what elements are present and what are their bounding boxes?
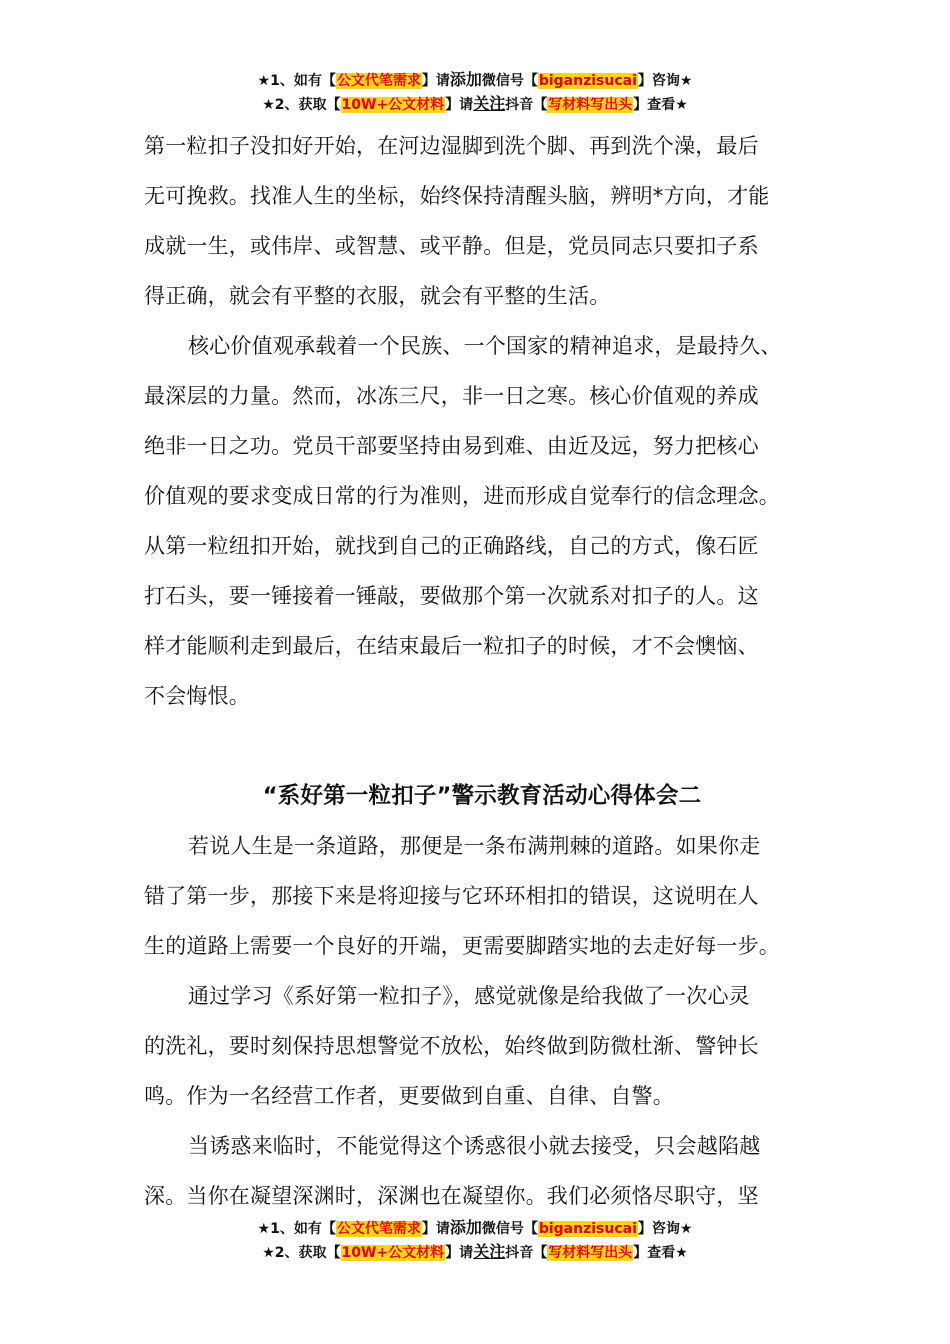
promo-text: ★1、如有【 [257,1221,336,1237]
text-line: 当诱惑来临时，不能觉得这个诱惑很小就去接受，只会越陷越 [188,1134,761,1158]
promo-text: 微信号【 [481,73,538,89]
text-line: 无可挽救。找准人生的坐标，始终保持清醒头脑，辨明*方向，才能 [144,184,770,208]
text-line: 价值观的要求变成日常的行为准则，进而形成自觉奉行的信念理念。 [144,484,780,508]
promo-text: ★2、获取【 [262,1245,341,1261]
promo-text: 】咨询★ [637,73,693,89]
promo-text: ★1、如有【 [257,73,336,89]
promo-highlight: 10W+公文材料 [341,1245,445,1261]
paragraph [144,1121,820,1221]
promo-line-2 [0,1240,950,1264]
text-line: 样才能顺利走到最后，在结束最后一粒扣子的时候，才不会懊恼、 [144,634,759,658]
promo-emphasis: 关注 [473,94,506,113]
text-line: 不会悔恨。 [144,684,250,708]
promo-text: 抖音【 [505,1245,548,1261]
paragraph [144,971,820,1121]
document-body [144,121,820,1221]
promo-text: 】请 [445,1245,474,1261]
promo-text: 】查看★ [633,1245,688,1261]
text-line: 若说人生是一条道路，那便是一条布满荆棘的道路。如果你走 [188,834,761,858]
paragraph [144,821,820,971]
text-line: 核心价值观承载着一个民族、一个国家的精神追求，是最持久、 [188,334,782,358]
text-line: 第一粒扣子没扣好开始，在河边湿脚到洗个脚、再到洗个澡，最后 [144,134,759,158]
text-line: 鸣。作为一名经营工作者，更要做到自重、自律、自警。 [144,1084,674,1108]
promo-banner-bottom [0,1216,950,1264]
text-line: 最深层的力量。然而，冰冻三尺，非一日之寒。核心价值观的养成 [144,384,759,408]
promo-emphasis: 添加 [449,1218,482,1237]
section-title: “系好第一粒扣子”警示教育活动心得体会二 [262,783,702,809]
text-line: 生的道路上需要一个良好的开端，更需要脚踏实地的去走好每一步。 [144,934,780,958]
promo-line-2 [0,92,950,116]
promo-text: 抖音【 [505,97,548,113]
promo-text: ★2、获取【 [262,97,341,113]
text-line: 成就一生，或伟岸、或智慧、或平静。但是，党员同志只要扣子系 [144,234,759,258]
text-line: 深。当你在凝望深渊时，深渊也在凝望你。我们必须恪尽职守，坚 [144,1184,759,1208]
promo-emphasis: 关注 [473,1242,506,1261]
text-line: 得正确，就会有平整的衣服，就会有平整的生活。 [144,284,611,308]
promo-banner-top [0,68,950,116]
text-line: 通过学习《系好第一粒扣子》，感觉就像是给我做了一次心灵 [188,984,750,1008]
promo-text: 】查看★ [633,97,688,113]
promo-line-1 [0,1216,950,1240]
paragraph [144,121,820,321]
douyin-id-highlight: 写材料写出头 [548,1245,633,1261]
text-line: 绝非一日之功。党员干部要坚持由易到难、由近及远，努力把核心 [144,434,759,458]
text-line: 从第一粒纽扣开始，就找到自己的正确路线，自己的方式，像石匠 [144,534,759,558]
promo-emphasis: 添加 [449,70,482,89]
promo-text: 】请 [421,1221,450,1237]
promo-text: 】咨询★ [637,1221,693,1237]
text-line: 错了第一步，那接下来是将迎接与它环环相扣的错误，这说明在人 [144,884,759,908]
promo-line-1 [0,68,950,92]
wechat-id-highlight: biganzisucai [538,1221,637,1237]
douyin-id-highlight: 写材料写出头 [548,97,633,113]
promo-highlight: 公文代笔需求 [336,73,421,89]
promo-highlight: 10W+公文材料 [341,97,445,113]
promo-text: 】请 [445,97,474,113]
text-line: 打石头，要一锤接着一锤敲，要做那个第一次就系对扣子的人。这 [144,584,759,608]
wechat-id-highlight: biganzisucai [538,73,637,89]
promo-highlight: 公文代笔需求 [336,1221,421,1237]
promo-text: 微信号【 [481,1221,538,1237]
text-line: 的洗礼，要时刻保持思想警觉不放松，始终做到防微杜渐、警钟长 [144,1034,759,1058]
promo-text: 】请 [421,73,450,89]
paragraph [144,321,820,721]
